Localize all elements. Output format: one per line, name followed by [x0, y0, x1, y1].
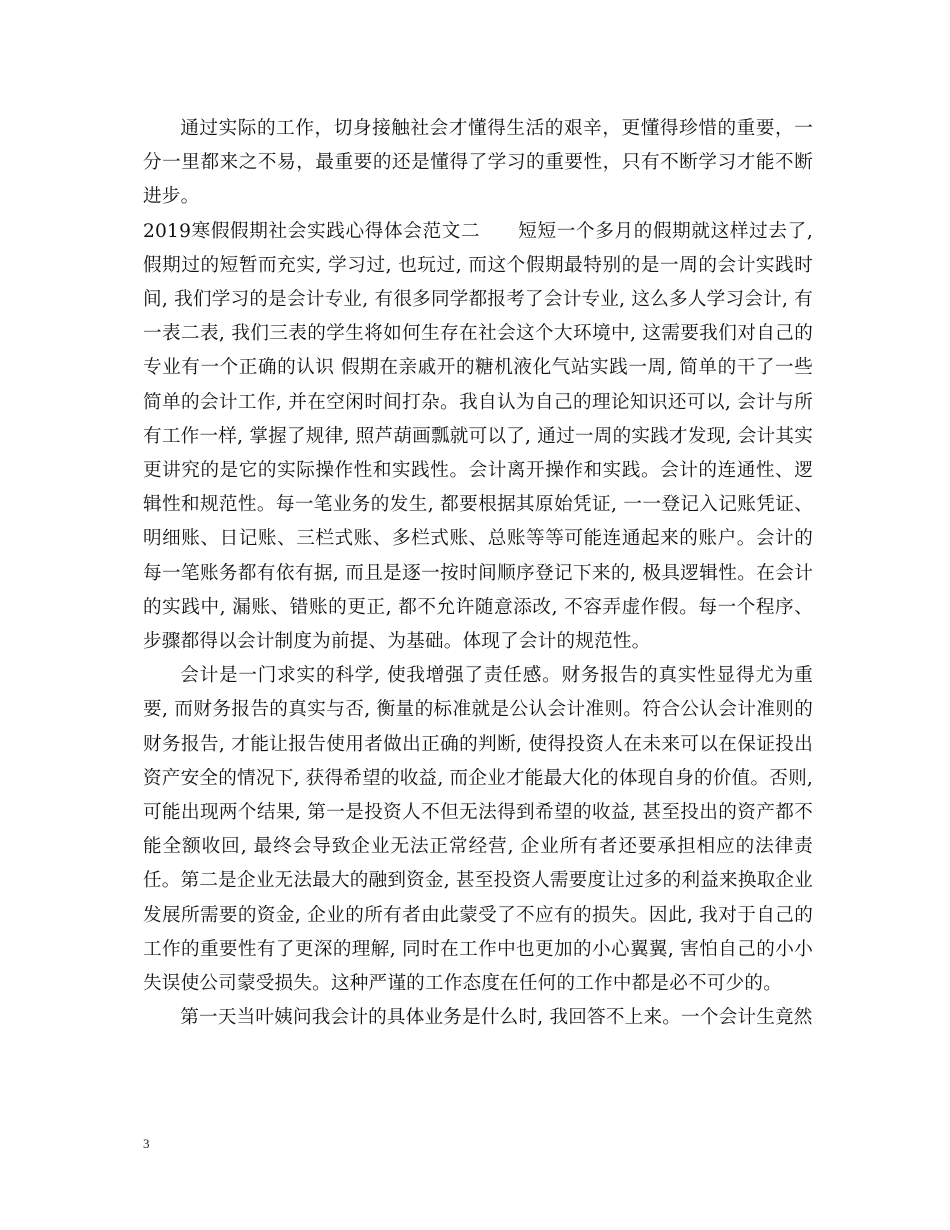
- section-heading: 2019寒假假期社会实践心得体会范文二: [143, 220, 481, 242]
- heading-paragraph: [143, 215, 813, 660]
- page-number: 3: [143, 1136, 150, 1151]
- paragraph-1: 通过实际的工作，切身接触社会才懂得生活的艰辛，更懂得珍惜的重要，一分一里都来之不易，最重要的还是懂得了学习的重要性，只有不断学习才能不断进步。: [143, 118, 813, 208]
- heading-paragraph-text: 短短一个多月的假期就这样过去了, 假期过的短暂而充实, 学习过, 也玩过, 而这个假期最特别的是一周的会计实践时间, 我们学习的是会计专业, 有很多同学都报考了会计专业, 这么多人学习会计, 有一表二表, 我们三表的学生将如何生存在社会这个大环境中, 这需要我们对自己的专业有一个正确的认识 假期在亲戚开的糖机液化气站实践一周, 简单的干了一些简单的会计工作, 并在空闲时间打杂。我自认为自己的理论知识还可以, 会计与所有工作一样, 掌握了规律, 照芦葫画瓢就可以了, 通过一周的实践才发现, 会计其实更讲究的是它的实际操作性和实践性。会计离开操作和实践。会计的连通性、逻辑性和规范性。每一笔业务的发生, 都要根据其原始凭证, 一一登记入记账凭证、明细账、日记账、三栏式账、多栏式账、总账等等可能连通起来的账户。会计的每一笔账务都有依有据, 而且是逐一按时间顺序登记下来的, 极具逻辑性。在会计的实践中, 漏账、错账的更正, 都不允许随意添改, 不容弄虚作假。每一个程序、步骤都得以会计制度为前提、为基础。体现了会计的规范性。: [143, 220, 813, 653]
- document-body: [143, 112, 813, 1035]
- paragraph-2: 会计是一门求实的科学, 使我增强了责任感。财务报告的真实性显得尤为重要, 而财务报告的真实与否, 衡量的标准就是公认会计准则。符合公认会计准则的财务报告, 才能让报告使用者做出正确的判断, 使得投资人在未来可以在保证投出资产安全的情况下, 获得希望的收益, 而企业才能最大化的体现自身的价值。否则, 可能出现两个结果, 第一是投资人不但无法得到希望的收益, 甚至投出的资产都不能全额收回, 最终会导致企业无法正常经营, 企业所有者还要承担相应的法律责任。第二是企业无法最大的融到资金, 甚至投资人需要度让过多的利益来换取企业发展所需要的资金, 企业的所有者由此蒙受了不应有的损失。因此, 我对于自己的工作的重要性有了更深的理解, 同时在工作中也更加的小心翼翼, 害怕自己的小小失误使公司蒙受损失。这种严谨的工作态度在任何的工作中都是必不可少的。: [143, 665, 814, 995]
- paragraph-3: 第一天当叶姨问我会计的具体业务是什么时, 我回答不上来。一个会计生竟然: [180, 1007, 813, 1029]
